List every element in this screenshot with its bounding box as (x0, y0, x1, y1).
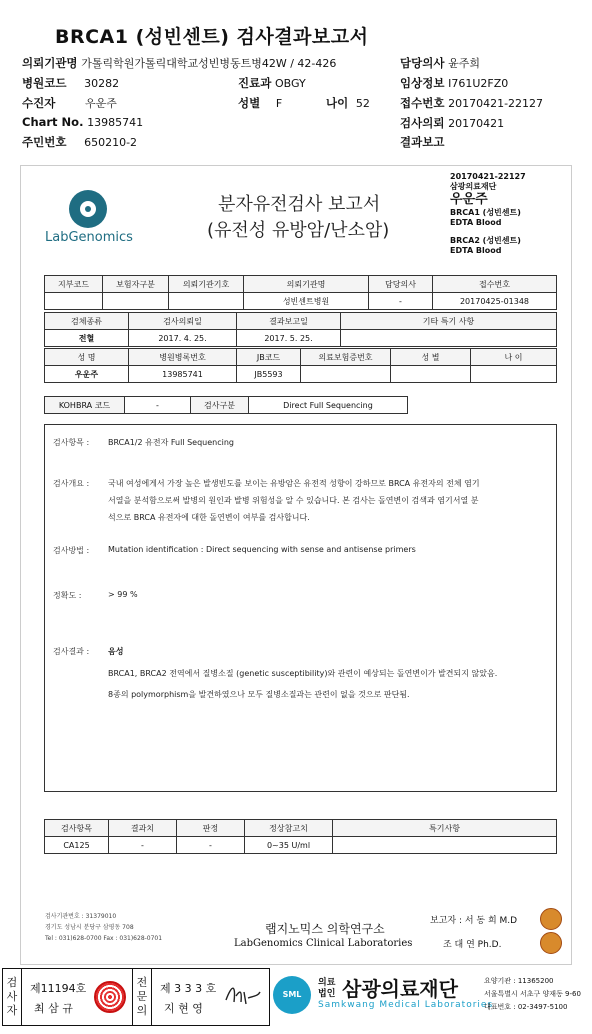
td-specimen: 전혈 (45, 330, 129, 347)
org-code: 요양기관 : 11365200 (484, 977, 554, 985)
accuracy-label: 정확도 : (53, 591, 82, 600)
age-value: 52 (355, 97, 370, 110)
examiner-seal-icon (94, 981, 126, 1013)
method-label: 검사방법 : (53, 546, 90, 555)
org-name: 삼광의료재단 (342, 977, 458, 1001)
specialist-label: 전문의 (136, 976, 148, 1017)
corp-label-2: 법인 (318, 989, 336, 999)
report-subtitle: (유전성 유방암/난소암) (207, 220, 390, 241)
td-insurance-no (301, 366, 391, 383)
method-value: Mutation identification : Direct sequencing with sense and antisense primers (108, 545, 416, 554)
td-age (471, 366, 557, 383)
stamp-number: 20170421-22127 (450, 172, 526, 181)
td-reference: 0~35 U/ml (245, 837, 333, 854)
th-notes: 특기사항 (333, 820, 557, 837)
td-chart-no: 13985741 (129, 366, 237, 383)
info-table-2 (44, 312, 557, 347)
td-insurer (103, 293, 169, 310)
result-line2: 8종의 polymorphism을 발견하였으나 모두 질병소질과는 관련이 없을 것으로 판단됨. (108, 690, 410, 699)
accuracy-value: > 99 % (108, 590, 138, 599)
org-phone: 대표번호 : 02-3497-5100 (484, 1003, 568, 1011)
institution-value: 가톨릭학원가톨릭대학교성빈 (81, 57, 220, 70)
institution-label: 의뢰기관명 (22, 56, 78, 70)
reporter-1: 보고자 : 서 동 희 M.D (430, 916, 518, 926)
td-doctor: - (369, 293, 433, 310)
kohbra-table (44, 396, 408, 414)
overview-line1: 국내 여성에게서 가장 높은 발생빈도를 보이는 유방암은 유전적 성향이 강하므로 BRCA 유전자의 전체 염기 (108, 479, 480, 488)
dept-label: 진료과 (238, 76, 272, 90)
th-reference: 정상참고치 (245, 820, 333, 837)
id-label: 주민번호 (22, 135, 67, 149)
reporter-2: 조 대 연 Ph.D. (443, 940, 502, 950)
td-notes (333, 837, 557, 854)
td-receipt: 20170425-01348 (433, 293, 557, 310)
td-request-date: 2017. 4. 25. (129, 330, 237, 347)
td-inst-code (169, 293, 244, 310)
th-remarks: 기타 특기 사항 (341, 313, 557, 330)
result-line1: BRCA1, BRCA2 전역에서 질병소질 (genetic susceptibility)와 관련이 예상되는 돌연변이가 발견되지 않았음. (108, 669, 498, 678)
patient-value: 우운주 (84, 97, 117, 110)
examiner-name: 최 삼 규 (34, 1002, 73, 1015)
item-label: 검사항목 : (53, 438, 90, 447)
org-contact (484, 975, 581, 1014)
td-branch-code (45, 293, 103, 310)
seal-icon (540, 908, 562, 930)
request-label: 검사의뢰 (400, 116, 445, 130)
th-insurer: 보험자구분 (103, 276, 169, 293)
th-test-item: 검사항목 (45, 820, 109, 837)
td-inst-name: 성빈센트병원 (244, 293, 369, 310)
doctor-label: 담당의사 (400, 56, 445, 70)
th-doctor: 담당의사 (369, 276, 433, 293)
stamp-line2: EDTA Blood (450, 218, 502, 227)
signature-icon (222, 982, 262, 1008)
th-request-date: 검사의뢰일 (129, 313, 237, 330)
td-test-item: CA125 (45, 837, 109, 854)
report-title: 분자유전검사 보고서 (218, 194, 381, 215)
dept-value: OBGY (274, 77, 306, 90)
page-title: BRCA1 (성빈센트) 검사결과보고서 (55, 26, 369, 48)
th-result-value: 결과치 (109, 820, 177, 837)
org-name-en: Samkwang Medical Laboratories (318, 1000, 494, 1010)
lab-name-ko: 랩지노믹스 의학연구소 (265, 922, 385, 936)
receipt-label: 접수번호 (400, 96, 445, 110)
lab-code: 검사기관번호 : 31379010 (45, 913, 117, 920)
result-box (44, 424, 557, 792)
td-jb-code: JB5593 (237, 366, 301, 383)
th-age: 나 이 (471, 349, 557, 366)
info-table-3 (44, 348, 557, 383)
chart-value: 13985741 (87, 116, 144, 129)
hospital-code-value: 30282 (84, 77, 120, 90)
kohbra-value: - (125, 397, 191, 414)
result-label: 검사결과 : (53, 647, 90, 656)
th-specimen: 검체종류 (45, 313, 129, 330)
hospital-code-label: 병원코드 (22, 76, 67, 90)
age-label: 나이 (326, 96, 349, 110)
doctor-value: 윤주희 (448, 57, 480, 70)
lab-address (45, 911, 162, 944)
sex-label: 성별 (238, 96, 261, 110)
td-judgment: - (177, 837, 245, 854)
td-result-value: - (109, 837, 177, 854)
item-value: BRCA1/2 유전자 Full Sequencing (108, 438, 234, 447)
method-type-label: 검사구분 (191, 397, 249, 414)
kohbra-label: KOHBRA 코드 (45, 397, 125, 414)
specialist-number: 제 3 3 3 호 (160, 982, 217, 995)
sml-logo-icon: SML (273, 976, 311, 1014)
th-inst-name: 의뢰기관명 (244, 276, 369, 293)
stamp-org: 삼광의료재단 (450, 182, 497, 191)
th-branch-code: 지부코드 (45, 276, 103, 293)
chart-label: Chart No. (22, 115, 84, 129)
overview-line2: 서열을 분석함으로써 발병의 원인과 발병 위험성을 알 수 있습니다. 본 검사는 돌연변이 검색과 염기서열 분 (108, 496, 479, 505)
id-value: 650210-2 (84, 136, 138, 149)
request-value: 20170421 (448, 117, 505, 130)
patient-label: 수진자 (22, 96, 56, 110)
lab-name-en: LabGenomics Clinical Laboratories (234, 938, 413, 949)
institution-row (22, 55, 336, 71)
lab-address-line: 경기도 성남시 분당구 삼평동 708 (45, 924, 134, 931)
sex-value: F (275, 97, 283, 110)
clinical-label: 임상정보 (400, 76, 445, 90)
report-label: 결과보고 (400, 135, 445, 149)
th-name: 성 명 (45, 349, 129, 366)
ca125-table (44, 819, 557, 854)
info-table-1 (44, 275, 557, 310)
clinical-value: I761U2FZ0 (448, 77, 509, 90)
result-value: 음성 (108, 647, 124, 656)
th-judgment: 판정 (177, 820, 245, 837)
ward-value: 병동트병42W / 42-426 (219, 57, 337, 70)
receipt-value: 20170421-22127 (448, 97, 544, 110)
td-report-date: 2017. 5. 25. (237, 330, 341, 347)
th-receipt: 접수번호 (433, 276, 557, 293)
stamp-name: 우운주 (450, 192, 488, 207)
logo-mark-icon (69, 190, 107, 228)
td-sex (391, 366, 471, 383)
stamp-line3: BRCA2 (성빈센트) (450, 236, 521, 245)
th-insurance-no: 의료보험증번호 (301, 349, 391, 366)
method-type-value: Direct Full Sequencing (249, 397, 408, 414)
logo-text: LabGenomics (45, 230, 133, 245)
examiner-number: 제11194호 (30, 982, 87, 995)
corp-label (318, 978, 335, 1000)
td-remarks (341, 330, 557, 347)
overview-label: 검사개요 : (53, 479, 90, 488)
specimen-stamp (450, 172, 526, 256)
lab-phone: Tel : 031)628-0700 Fax : 031)628-0701 (45, 935, 163, 942)
th-sex: 성 별 (391, 349, 471, 366)
stamp-line4: EDTA Blood (450, 246, 502, 255)
th-chart-no: 병원병록번호 (129, 349, 237, 366)
th-jb-code: JB코드 (237, 349, 301, 366)
th-inst-code: 의뢰기관기호 (169, 276, 244, 293)
overview-line3: 석으로 BRCA 유전자에 대한 돌연변이 여부를 검사합니다. (108, 513, 310, 522)
corp-label-1: 의료 (318, 978, 336, 988)
examiner-label: 검사자 (6, 976, 18, 1017)
td-name: 우운주 (45, 366, 129, 383)
seal-icon (540, 932, 562, 954)
org-address: 서울특별시 서초구 양재동 9-60 (484, 990, 581, 998)
stamp-line1: BRCA1 (성빈센트) (450, 208, 521, 217)
th-report-date: 결과보고일 (237, 313, 341, 330)
specialist-name: 지 현 영 (164, 1002, 203, 1015)
